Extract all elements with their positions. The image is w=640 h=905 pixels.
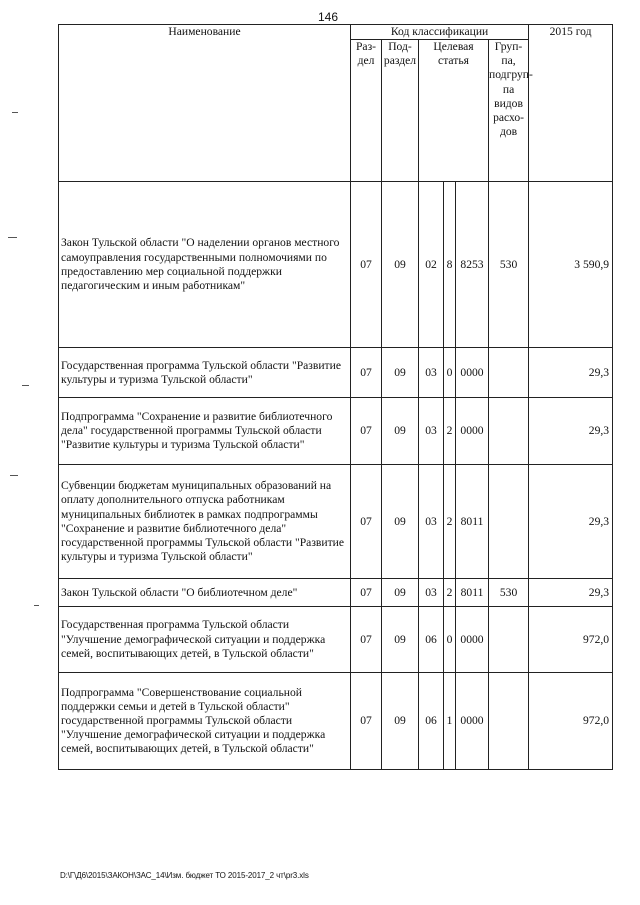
cell-target-direction: 8011 xyxy=(456,465,489,579)
cell-subsection: 09 xyxy=(382,348,419,398)
cell-amount: 972,0 xyxy=(529,673,613,770)
cell-subsection: 09 xyxy=(382,579,419,607)
cell-amount: 29,3 xyxy=(529,579,613,607)
header-section: Раз- дел xyxy=(351,40,382,182)
scan-mark xyxy=(10,475,18,476)
table-row xyxy=(59,465,613,579)
cell-target-program: 03 xyxy=(419,398,444,465)
table-row xyxy=(59,182,613,348)
cell-target-subprogram: 1 xyxy=(444,673,456,770)
cell-amount: 29,3 xyxy=(529,465,613,579)
cell-target-subprogram: 8 xyxy=(444,182,456,348)
cell-target-direction: 0000 xyxy=(456,398,489,465)
cell-expense-group xyxy=(489,348,529,398)
cell-name: Подпрограмма "Совершенствование социальной поддержки семьи и детей в Тульской области" государственной программы Тульской области "Улучшение демографической ситуации и поддержка семей, воспитывающих детей, в Тульской области" xyxy=(59,673,351,770)
header-classification-code: Код классификации xyxy=(351,25,529,40)
table-row xyxy=(59,398,613,465)
page-number: 146 xyxy=(318,10,339,24)
cell-target-program: 06 xyxy=(419,607,444,673)
budget-table xyxy=(58,24,613,770)
cell-target-direction: 8253 xyxy=(456,182,489,348)
cell-expense-group xyxy=(489,465,529,579)
cell-amount: 972,0 xyxy=(529,607,613,673)
cell-subsection: 09 xyxy=(382,465,419,579)
cell-expense-group xyxy=(489,398,529,465)
cell-target-program: 03 xyxy=(419,465,444,579)
cell-expense-group: 530 xyxy=(489,182,529,348)
cell-section: 07 xyxy=(351,607,382,673)
cell-amount: 3 590,9 xyxy=(529,182,613,348)
cell-name: Субвенции бюджетам муниципальных образований на оплату дополнительного отпуска работникам муниципальных библиотек в рамках подпрограммы "Сохранение и развитие библиотечного дела" государственной программы Тульской области "Развитие культуры и туризма Тульской области" xyxy=(59,465,351,579)
cell-target-subprogram: 2 xyxy=(444,398,456,465)
cell-target-program: 02 xyxy=(419,182,444,348)
cell-expense-group xyxy=(489,607,529,673)
table-row xyxy=(59,348,613,398)
header-expense-group: Груп- па, подгруп- па видов расхо- дов xyxy=(489,40,529,182)
cell-target-direction: 8011 xyxy=(456,579,489,607)
cell-subsection: 09 xyxy=(382,607,419,673)
header-name: Наименование xyxy=(59,25,351,182)
cell-name: Государственная программа Тульской области "Развитие культуры и туризма Тульской области" xyxy=(59,348,351,398)
scan-mark xyxy=(34,605,39,606)
table-body xyxy=(59,182,613,770)
cell-section: 07 xyxy=(351,398,382,465)
cell-expense-group: 530 xyxy=(489,579,529,607)
cell-target-direction: 0000 xyxy=(456,348,489,398)
cell-section: 07 xyxy=(351,673,382,770)
cell-target-subprogram: 2 xyxy=(444,465,456,579)
cell-target-direction: 0000 xyxy=(456,673,489,770)
cell-section: 07 xyxy=(351,182,382,348)
scan-mark xyxy=(12,112,18,113)
cell-target-program: 06 xyxy=(419,673,444,770)
table-row xyxy=(59,673,613,770)
cell-target-direction: 0000 xyxy=(456,607,489,673)
header-target-article: Целевая статья xyxy=(419,40,489,182)
cell-target-subprogram: 2 xyxy=(444,579,456,607)
header-subsection: Под- раздел xyxy=(382,40,419,182)
cell-name: Государственная программа Тульской области "Улучшение демографической ситуации и поддержка семей, воспитывающих детей, в Тульской области" xyxy=(59,607,351,673)
cell-name: Закон Тульской области "О библиотечном деле" xyxy=(59,579,351,607)
cell-section: 07 xyxy=(351,465,382,579)
cell-amount: 29,3 xyxy=(529,398,613,465)
cell-section: 07 xyxy=(351,579,382,607)
cell-target-program: 03 xyxy=(419,348,444,398)
scan-mark xyxy=(8,237,17,238)
cell-section: 07 xyxy=(351,348,382,398)
cell-target-program: 03 xyxy=(419,579,444,607)
cell-subsection: 09 xyxy=(382,673,419,770)
cell-subsection: 09 xyxy=(382,182,419,348)
table-row xyxy=(59,579,613,607)
file-path-footer: D:\Г\Д6\2015\ЗАКОН\ЗАС_14\Изм. бюджет ТО 2015-2017_2 чт\pr3.xls xyxy=(60,871,309,880)
cell-amount: 29,3 xyxy=(529,348,613,398)
scan-mark xyxy=(22,385,29,386)
cell-subsection: 09 xyxy=(382,398,419,465)
cell-name: Подпрограмма "Сохранение и развитие библиотечного дела" государственной программы Тульской области "Развитие культуры и туризма Тульской области" xyxy=(59,398,351,465)
table-row xyxy=(59,607,613,673)
header-year: 2015 год xyxy=(529,25,613,182)
cell-name: Закон Тульской области "О наделении органов местного самоуправления государственными полномочиями по предоставлению мер социальной поддержки педагогическим и иным работникам" xyxy=(59,182,351,348)
cell-target-subprogram: 0 xyxy=(444,348,456,398)
table-header xyxy=(59,25,613,182)
cell-expense-group xyxy=(489,673,529,770)
cell-target-subprogram: 0 xyxy=(444,607,456,673)
